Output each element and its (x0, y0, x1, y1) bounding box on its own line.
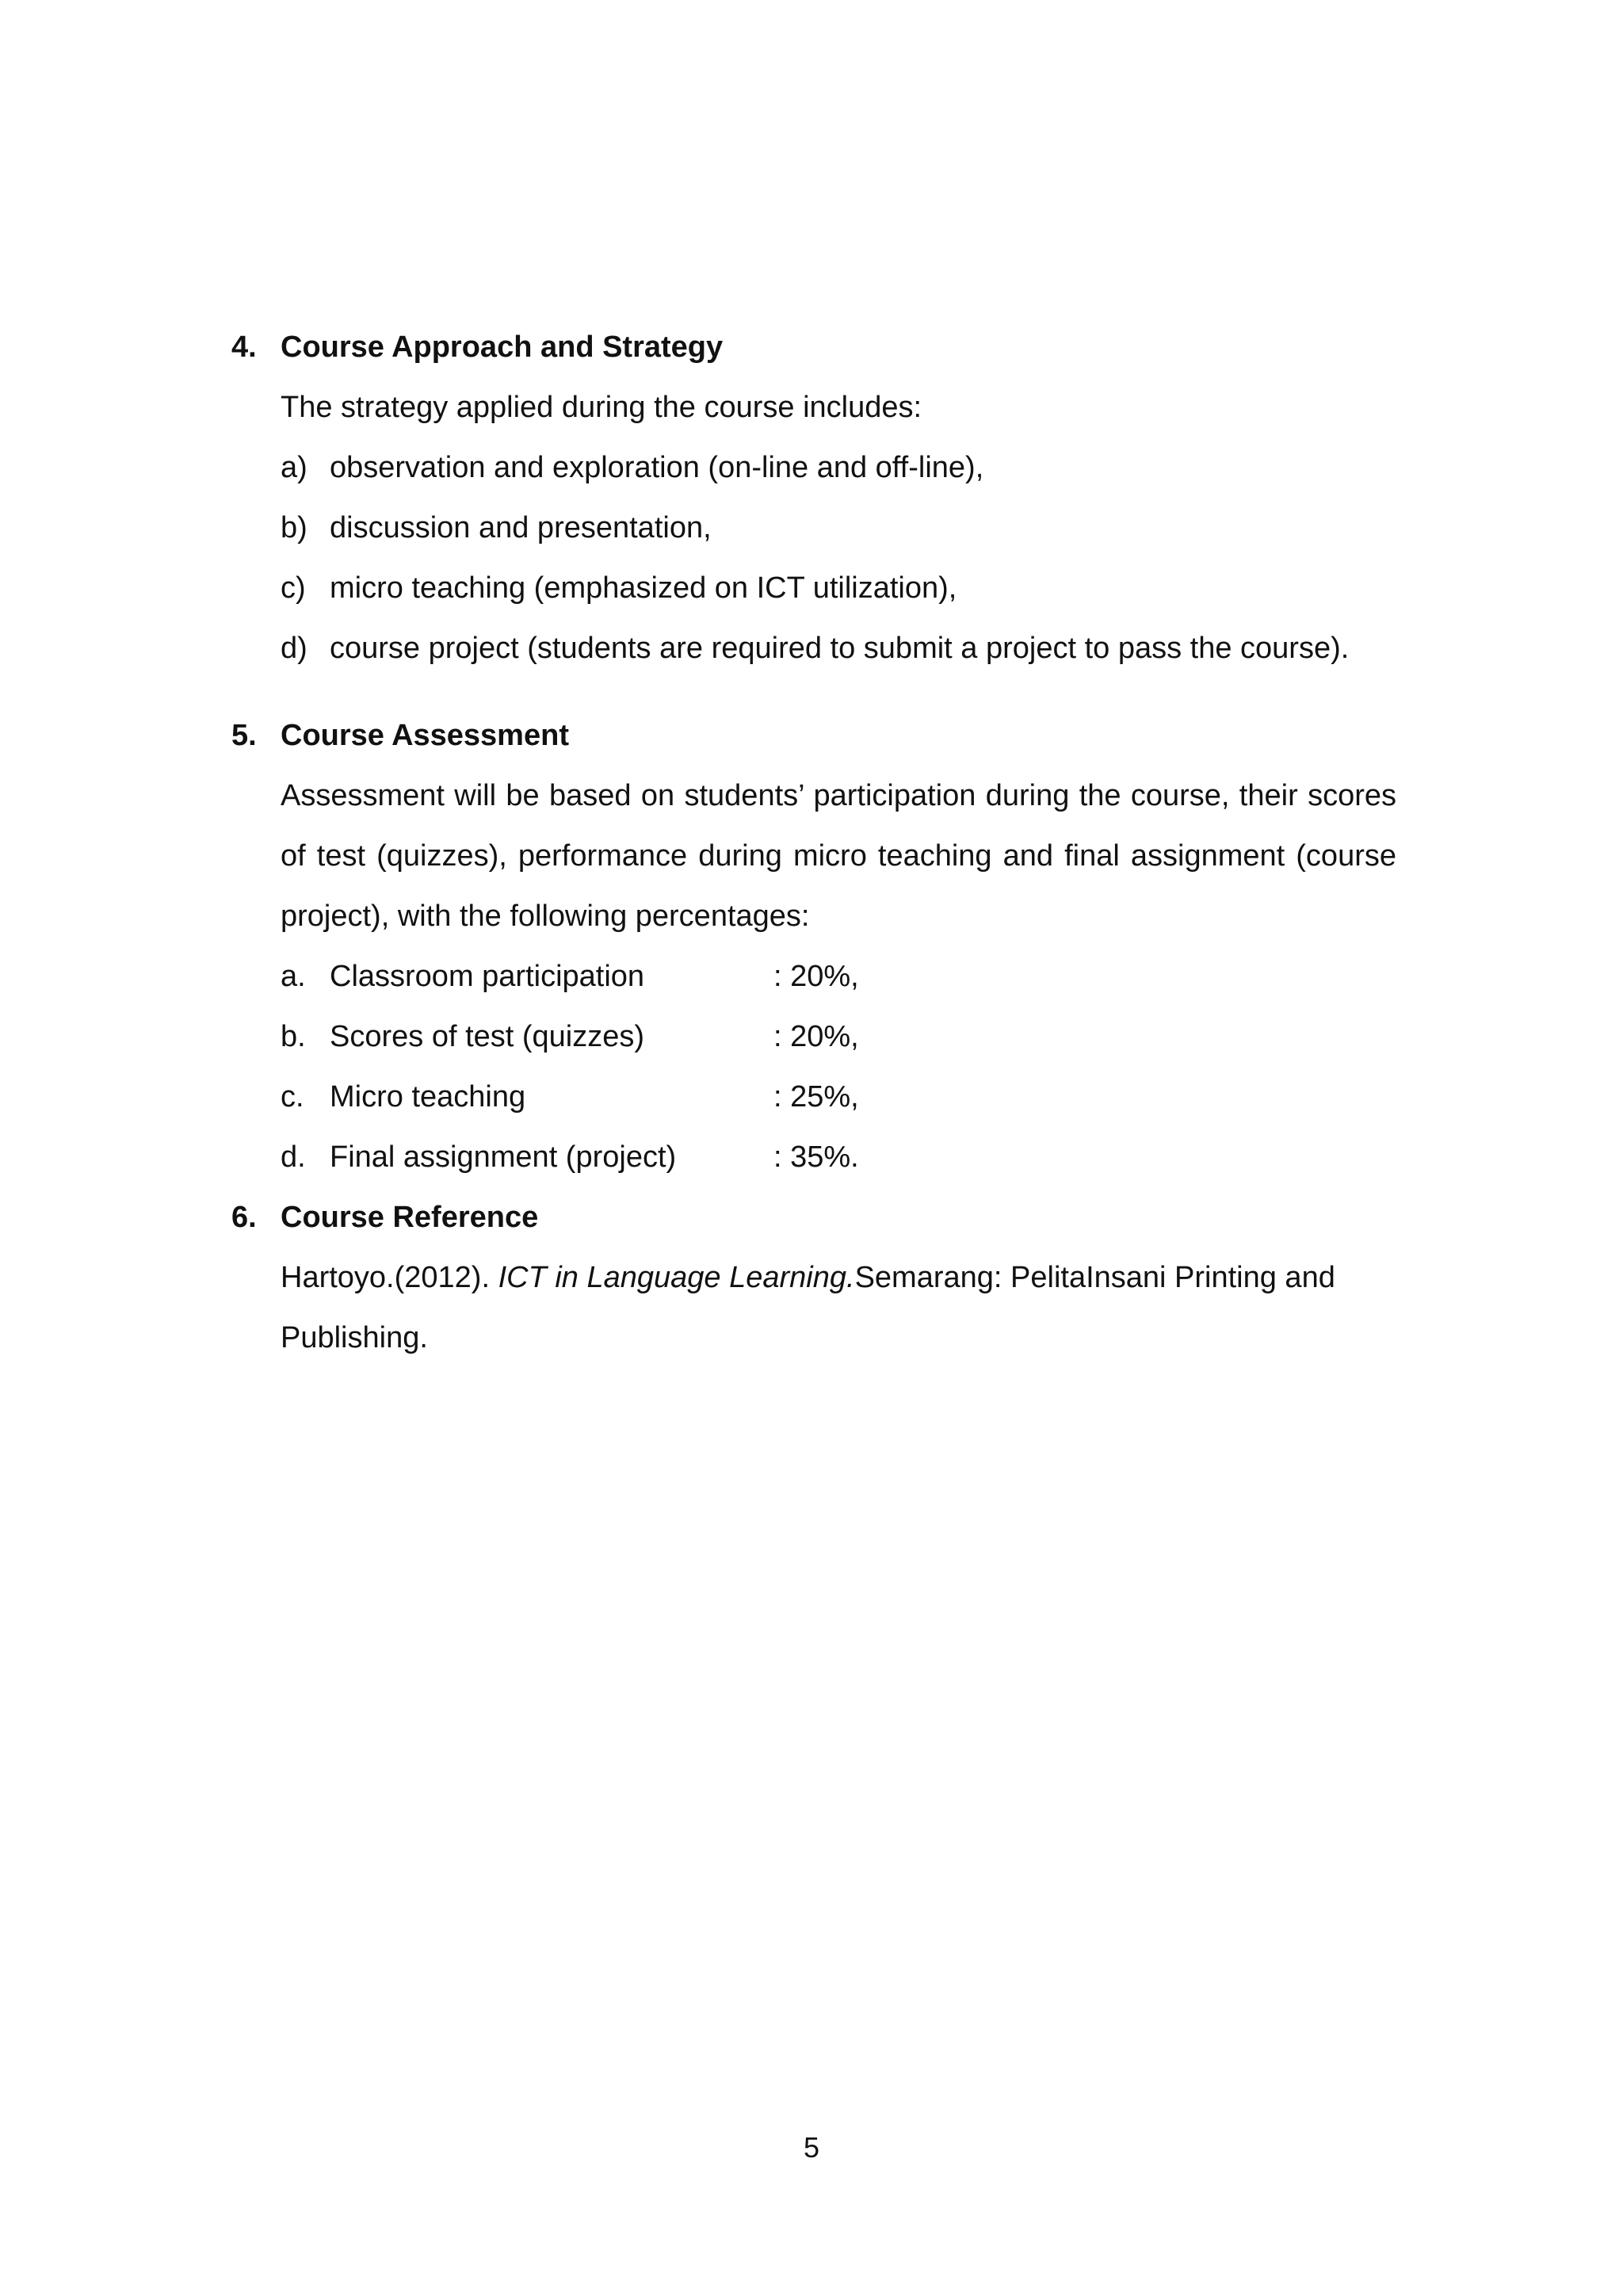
list-item (281, 498, 1396, 558)
section-number: 4. (231, 330, 257, 364)
section-heading (231, 317, 1396, 377)
section-title: Course Approach and Strategy (281, 330, 724, 364)
list-item-text: Final assignment (project) (330, 1140, 677, 1174)
list-item-text: course project (students are required to submit a project to pass the course). (330, 632, 1350, 665)
percentage-value: : 35%. (773, 1140, 859, 1174)
list-item (281, 618, 1396, 678)
section-title: Course Reference (281, 1201, 539, 1234)
list-item (281, 558, 1396, 618)
section-course-approach (231, 317, 1396, 678)
section-title: Course Assessment (281, 719, 569, 752)
list-item-text: observation and exploration (on-line and off-line), (330, 451, 984, 484)
section-number: 6. (231, 1201, 257, 1234)
list-item (281, 946, 1396, 1007)
list-marker: b. (281, 1020, 306, 1053)
list-marker: d. (281, 1140, 306, 1174)
reference-author: Hartoyo.(2012). (281, 1261, 498, 1294)
list-item (281, 1007, 1396, 1067)
percentage-value: : 20%, (773, 960, 859, 993)
section-number: 5. (231, 719, 257, 752)
percentage-value: : 25%, (773, 1080, 859, 1114)
reference-entry (281, 1247, 1350, 1368)
list-marker: c. (281, 1080, 304, 1114)
list-item-text: discussion and presentation, (330, 511, 712, 544)
list-item-text: micro teaching (emphasized on ICT utilization), (330, 571, 957, 605)
intro-text: The strategy applied during the course includes: (281, 391, 922, 424)
section-body (281, 1247, 1396, 1368)
list-item-text: Classroom participation (330, 960, 645, 993)
page-number: 5 (803, 2131, 820, 2164)
section-heading (231, 705, 1396, 766)
list-marker: a) (281, 451, 307, 484)
list-item (281, 437, 1396, 498)
list-marker: c) (281, 571, 306, 605)
list-item-text: Scores of test (quizzes) (330, 1020, 645, 1053)
percentage-value: : 20%, (773, 1020, 859, 1053)
list-marker: b) (281, 511, 307, 544)
list-item-text: Micro teaching (330, 1080, 526, 1114)
section-course-reference (231, 1187, 1396, 1368)
reference-title: ICT in Language Learning. (498, 1261, 855, 1294)
section-body (281, 377, 1396, 678)
list-marker: a. (281, 960, 306, 993)
assessment-paragraph: Assessment will be based on students’ participation during the course, their scores of test (quizzes), performance during micro teaching and final assignment (course project), with the following percentages: (281, 779, 1396, 933)
section-heading (231, 1187, 1396, 1247)
list-item (281, 1067, 1396, 1127)
list-item (281, 1127, 1396, 1187)
section-body (281, 766, 1396, 1187)
reference-publisher: Semarang: PelitaInsani Printing and Publishing. (281, 1261, 1335, 1354)
section-course-assessment (231, 705, 1396, 1187)
list-marker: d) (281, 632, 307, 665)
